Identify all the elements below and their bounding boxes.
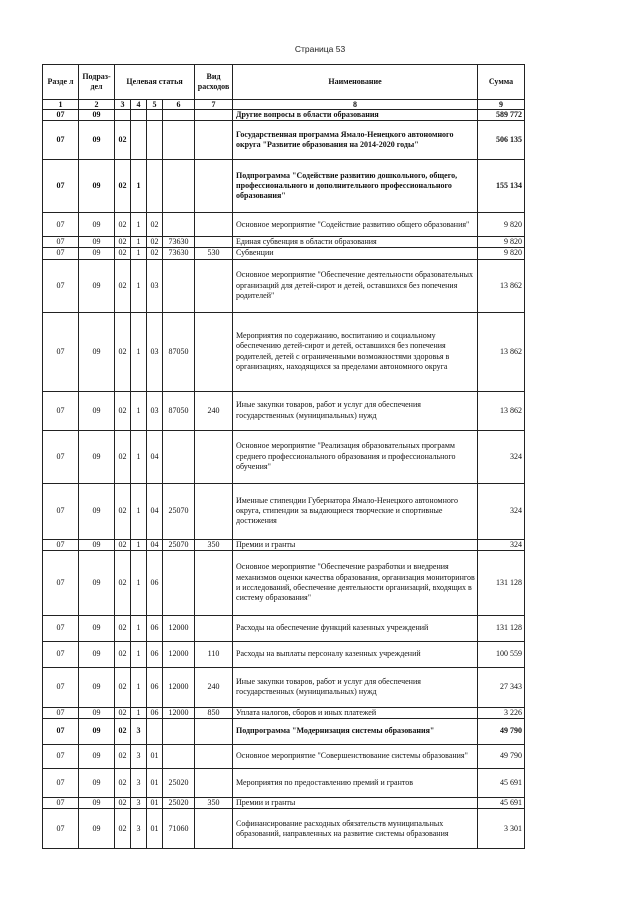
cell-naimenovanie: Мероприятия по предоставлению премий и грантов <box>233 769 478 798</box>
cell-vid-raskhodov: 110 <box>195 641 233 667</box>
cell-napravlenie: 25070 <box>163 483 195 539</box>
cell-razdel: 07 <box>43 539 79 550</box>
cell-podrazdel: 09 <box>79 110 115 121</box>
cell-naimenovanie: Иные закупки товаров, работ и услуг для обеспечения государственных (муниципальных) нужд <box>233 667 478 707</box>
cell-napravlenie <box>163 121 195 160</box>
cell-naimenovanie: Премии и гранты <box>233 798 478 809</box>
cell-naimenovanie: Основное мероприятие "Реализация образовательных программ среднего профессионального образования и профессионального обучения" <box>233 430 478 483</box>
budget-rows <box>43 110 525 849</box>
cell-summa: 49 790 <box>478 719 525 745</box>
cell-podrazdel: 09 <box>79 312 115 391</box>
cell-programma: 02 <box>115 483 131 539</box>
cell-podprogramma: 3 <box>131 719 147 745</box>
cell-podprogramma <box>131 121 147 160</box>
cell-meropriyatie: 02 <box>147 213 163 237</box>
table-row <box>43 483 525 539</box>
table-header-row <box>43 65 525 100</box>
table-row <box>43 312 525 391</box>
cell-summa: 27 343 <box>478 667 525 707</box>
table-row <box>43 259 525 312</box>
cell-meropriyatie <box>147 719 163 745</box>
table-row <box>43 667 525 707</box>
table-row <box>43 615 525 641</box>
table-row <box>43 213 525 237</box>
cell-podprogramma: 1 <box>131 667 147 707</box>
cell-vid-raskhodov <box>195 550 233 615</box>
cell-vid-raskhodov <box>195 121 233 160</box>
cell-vid-raskhodov <box>195 213 233 237</box>
table-row <box>43 641 525 667</box>
cell-podrazdel: 09 <box>79 667 115 707</box>
cell-podprogramma: 1 <box>131 483 147 539</box>
column-number: 9 <box>478 100 525 110</box>
cell-programma: 02 <box>115 248 131 259</box>
table-row <box>43 391 525 430</box>
cell-napravlenie: 73630 <box>163 237 195 248</box>
cell-naimenovanie: Подпрограмма "Содействие развитию дошкольного, общего, профессионального и дополнительного профессионального образования" <box>233 160 478 213</box>
cell-summa: 100 559 <box>478 641 525 667</box>
cell-napravlenie: 12000 <box>163 641 195 667</box>
cell-vid-raskhodov <box>195 483 233 539</box>
cell-naimenovanie: Премии и гранты <box>233 539 478 550</box>
cell-meropriyatie: 02 <box>147 248 163 259</box>
cell-meropriyatie: 03 <box>147 312 163 391</box>
cell-vid-raskhodov: 240 <box>195 391 233 430</box>
cell-napravlenie <box>163 213 195 237</box>
cell-meropriyatie <box>147 121 163 160</box>
table-row <box>43 539 525 550</box>
header-tselevaya-statya: Целевая статья <box>115 65 195 100</box>
cell-razdel: 07 <box>43 237 79 248</box>
cell-programma: 02 <box>115 237 131 248</box>
cell-vid-raskhodov: 850 <box>195 707 233 718</box>
header-naimenovanie: Наименование <box>233 65 478 100</box>
cell-programma: 02 <box>115 707 131 718</box>
cell-podprogramma: 3 <box>131 769 147 798</box>
cell-naimenovanie: Уплата налогов, сборов и иных платежей <box>233 707 478 718</box>
column-number: 3 <box>115 100 131 110</box>
cell-podrazdel: 09 <box>79 798 115 809</box>
cell-programma: 02 <box>115 667 131 707</box>
column-number: 8 <box>233 100 478 110</box>
cell-podprogramma: 1 <box>131 312 147 391</box>
cell-podrazdel: 09 <box>79 121 115 160</box>
cell-podrazdel: 09 <box>79 641 115 667</box>
cell-napravlenie: 71060 <box>163 809 195 849</box>
cell-naimenovanie: Основное мероприятие "Содействие развитию общего образования" <box>233 213 478 237</box>
cell-vid-raskhodov <box>195 110 233 121</box>
cell-programma: 02 <box>115 391 131 430</box>
table-row <box>43 248 525 259</box>
cell-podrazdel: 09 <box>79 213 115 237</box>
cell-naimenovanie: Основное мероприятие "Совершенствование системы образования" <box>233 745 478 769</box>
cell-razdel: 07 <box>43 719 79 745</box>
cell-napravlenie: 87050 <box>163 391 195 430</box>
table-row <box>43 110 525 121</box>
cell-meropriyatie: 04 <box>147 430 163 483</box>
cell-meropriyatie: 01 <box>147 809 163 849</box>
cell-meropriyatie: 02 <box>147 237 163 248</box>
table-row <box>43 769 525 798</box>
cell-napravlenie <box>163 110 195 121</box>
cell-vid-raskhodov: 350 <box>195 539 233 550</box>
header-vid-raskhodov: Вид расходов <box>195 65 233 100</box>
cell-razdel: 07 <box>43 483 79 539</box>
cell-podprogramma: 1 <box>131 550 147 615</box>
cell-vid-raskhodov <box>195 615 233 641</box>
column-number: 7 <box>195 100 233 110</box>
table-row <box>43 719 525 745</box>
table-row <box>43 745 525 769</box>
cell-programma: 02 <box>115 160 131 213</box>
cell-napravlenie: 73630 <box>163 248 195 259</box>
cell-razdel: 07 <box>43 745 79 769</box>
cell-vid-raskhodov: 530 <box>195 248 233 259</box>
table-row <box>43 798 525 809</box>
cell-summa: 155 134 <box>478 160 525 213</box>
cell-napravlenie: 87050 <box>163 312 195 391</box>
column-number: 6 <box>163 100 195 110</box>
cell-programma: 02 <box>115 798 131 809</box>
table-row <box>43 809 525 849</box>
column-number-row <box>43 100 525 110</box>
cell-summa: 13 862 <box>478 312 525 391</box>
cell-meropriyatie: 06 <box>147 550 163 615</box>
cell-naimenovanie: Другие вопросы в области образования <box>233 110 478 121</box>
cell-podprogramma: 1 <box>131 213 147 237</box>
cell-napravlenie: 12000 <box>163 667 195 707</box>
budget-table <box>42 64 525 849</box>
cell-razdel: 07 <box>43 391 79 430</box>
column-number: 5 <box>147 100 163 110</box>
cell-podprogramma: 1 <box>131 615 147 641</box>
header-podrazdel: Подраз- дел <box>79 65 115 100</box>
cell-vid-raskhodov <box>195 160 233 213</box>
cell-programma: 02 <box>115 312 131 391</box>
cell-razdel: 07 <box>43 121 79 160</box>
column-number: 2 <box>79 100 115 110</box>
cell-summa: 324 <box>478 430 525 483</box>
cell-meropriyatie <box>147 160 163 213</box>
cell-summa: 324 <box>478 483 525 539</box>
cell-napravlenie: 12000 <box>163 615 195 641</box>
table-row <box>43 160 525 213</box>
cell-razdel: 07 <box>43 110 79 121</box>
cell-napravlenie <box>163 550 195 615</box>
cell-napravlenie <box>163 259 195 312</box>
cell-podrazdel: 09 <box>79 237 115 248</box>
cell-meropriyatie <box>147 110 163 121</box>
cell-podprogramma: 3 <box>131 745 147 769</box>
cell-napravlenie: 25020 <box>163 798 195 809</box>
cell-programma: 02 <box>115 769 131 798</box>
cell-naimenovanie: Мероприятия по содержанию, воспитанию и социальному обеспечению детей-сирот и детей, оставшихся без попечения родителей, детей с ограниченными возможностями здоровья в организациях, находящихся за пределами автономного округа <box>233 312 478 391</box>
cell-podprogramma: 1 <box>131 707 147 718</box>
cell-razdel: 07 <box>43 798 79 809</box>
cell-summa: 45 691 <box>478 798 525 809</box>
cell-summa: 3 226 <box>478 707 525 718</box>
cell-vid-raskhodov <box>195 769 233 798</box>
cell-razdel: 07 <box>43 809 79 849</box>
cell-razdel: 07 <box>43 667 79 707</box>
cell-napravlenie <box>163 745 195 769</box>
cell-summa: 49 790 <box>478 745 525 769</box>
table-row <box>43 430 525 483</box>
cell-podrazdel: 09 <box>79 615 115 641</box>
cell-razdel: 07 <box>43 213 79 237</box>
cell-meropriyatie: 03 <box>147 259 163 312</box>
cell-naimenovanie: Именные стипендии Губернатора Ямало-Ненецкого автономного округа, стипендии за выдающиеся творческие и спортивные достижения <box>233 483 478 539</box>
cell-naimenovanie: Основное мероприятие "Обеспечение деятельности образовательных организаций для детей-сирот и детей, оставшихся без попечения родителей" <box>233 259 478 312</box>
cell-meropriyatie: 06 <box>147 615 163 641</box>
cell-summa: 506 135 <box>478 121 525 160</box>
cell-razdel: 07 <box>43 769 79 798</box>
cell-programma: 02 <box>115 745 131 769</box>
cell-naimenovanie: Основное мероприятие "Обеспечение разработки и внедрения механизмов оценки качества образования, организация мониторингов и исследований, обеспечение деятельности организаций, входящих в систему образования" <box>233 550 478 615</box>
cell-podrazdel: 09 <box>79 391 115 430</box>
cell-podrazdel: 09 <box>79 707 115 718</box>
cell-programma <box>115 110 131 121</box>
cell-podrazdel: 09 <box>79 483 115 539</box>
cell-napravlenie: 25070 <box>163 539 195 550</box>
cell-podrazdel: 09 <box>79 719 115 745</box>
table-row <box>43 237 525 248</box>
cell-podrazdel: 09 <box>79 809 115 849</box>
cell-vid-raskhodov <box>195 809 233 849</box>
cell-napravlenie: 12000 <box>163 707 195 718</box>
cell-meropriyatie: 03 <box>147 391 163 430</box>
cell-naimenovanie: Расходы на обеспечение функций казенных учреждений <box>233 615 478 641</box>
cell-summa: 3 301 <box>478 809 525 849</box>
cell-podrazdel: 09 <box>79 745 115 769</box>
page-number-header: Страница 53 <box>294 44 346 54</box>
cell-summa: 131 128 <box>478 550 525 615</box>
cell-podprogramma: 1 <box>131 641 147 667</box>
cell-summa: 45 691 <box>478 769 525 798</box>
cell-vid-raskhodov <box>195 312 233 391</box>
cell-meropriyatie: 06 <box>147 667 163 707</box>
header-razdel: Разде л <box>43 65 79 100</box>
cell-vid-raskhodov <box>195 745 233 769</box>
cell-summa: 9 820 <box>478 213 525 237</box>
column-number: 4 <box>131 100 147 110</box>
cell-napravlenie <box>163 719 195 745</box>
cell-vid-raskhodov <box>195 259 233 312</box>
cell-programma: 02 <box>115 809 131 849</box>
cell-vid-raskhodov: 240 <box>195 667 233 707</box>
cell-meropriyatie: 04 <box>147 483 163 539</box>
table-row <box>43 550 525 615</box>
cell-vid-raskhodov: 350 <box>195 798 233 809</box>
cell-razdel: 07 <box>43 259 79 312</box>
cell-programma: 02 <box>115 213 131 237</box>
cell-razdel: 07 <box>43 550 79 615</box>
cell-summa: 324 <box>478 539 525 550</box>
cell-naimenovanie: Субвенции <box>233 248 478 259</box>
cell-summa: 589 772 <box>478 110 525 121</box>
cell-napravlenie <box>163 160 195 213</box>
cell-podrazdel: 09 <box>79 769 115 798</box>
cell-razdel: 07 <box>43 641 79 667</box>
cell-razdel: 07 <box>43 707 79 718</box>
cell-podprogramma: 1 <box>131 237 147 248</box>
cell-podrazdel: 09 <box>79 550 115 615</box>
cell-podrazdel: 09 <box>79 430 115 483</box>
cell-meropriyatie: 06 <box>147 641 163 667</box>
cell-summa: 13 862 <box>478 391 525 430</box>
cell-razdel: 07 <box>43 160 79 213</box>
cell-summa: 131 128 <box>478 615 525 641</box>
cell-podprogramma: 1 <box>131 430 147 483</box>
cell-meropriyatie: 01 <box>147 769 163 798</box>
table-row <box>43 707 525 718</box>
cell-naimenovanie: Подпрограмма "Модернизация системы образования" <box>233 719 478 745</box>
cell-podrazdel: 09 <box>79 248 115 259</box>
cell-podprogramma: 1 <box>131 391 147 430</box>
cell-podrazdel: 09 <box>79 259 115 312</box>
cell-naimenovanie: Расходы на выплаты персоналу казенных учреждений <box>233 641 478 667</box>
cell-naimenovanie: Иные закупки товаров, работ и услуг для обеспечения государственных (муниципальных) нужд <box>233 391 478 430</box>
cell-programma: 02 <box>115 121 131 160</box>
cell-programma: 02 <box>115 615 131 641</box>
cell-razdel: 07 <box>43 430 79 483</box>
cell-meropriyatie: 04 <box>147 539 163 550</box>
cell-podprogramma: 1 <box>131 160 147 213</box>
cell-programma: 02 <box>115 259 131 312</box>
cell-razdel: 07 <box>43 312 79 391</box>
cell-programma: 02 <box>115 641 131 667</box>
cell-meropriyatie: 01 <box>147 745 163 769</box>
cell-meropriyatie: 01 <box>147 798 163 809</box>
cell-podprogramma: 1 <box>131 248 147 259</box>
cell-razdel: 07 <box>43 615 79 641</box>
cell-vid-raskhodov <box>195 430 233 483</box>
cell-programma: 02 <box>115 550 131 615</box>
cell-napravlenie: 25020 <box>163 769 195 798</box>
cell-podrazdel: 09 <box>79 539 115 550</box>
cell-naimenovanie: Софинансирование расходных обязательств муниципальных образований, направленных на развитие системы образования <box>233 809 478 849</box>
cell-podprogramma: 1 <box>131 259 147 312</box>
cell-programma: 02 <box>115 430 131 483</box>
cell-podprogramma: 1 <box>131 539 147 550</box>
cell-podprogramma: 3 <box>131 798 147 809</box>
cell-naimenovanie: Единая субвенция в области образования <box>233 237 478 248</box>
cell-summa: 13 862 <box>478 259 525 312</box>
cell-naimenovanie: Государственная программа Ямало-Ненецкого автономного округа "Развитие образования на 2014-2020 годы" <box>233 121 478 160</box>
cell-programma: 02 <box>115 719 131 745</box>
cell-meropriyatie: 06 <box>147 707 163 718</box>
cell-programma: 02 <box>115 539 131 550</box>
cell-napravlenie <box>163 430 195 483</box>
table-row <box>43 121 525 160</box>
cell-summa: 9 820 <box>478 248 525 259</box>
cell-razdel: 07 <box>43 248 79 259</box>
column-number: 1 <box>43 100 79 110</box>
cell-vid-raskhodov <box>195 719 233 745</box>
cell-summa: 9 820 <box>478 237 525 248</box>
cell-vid-raskhodov <box>195 237 233 248</box>
cell-podprogramma: 3 <box>131 809 147 849</box>
cell-podprogramma <box>131 110 147 121</box>
cell-podrazdel: 09 <box>79 160 115 213</box>
header-summa: Сумма <box>478 65 525 100</box>
